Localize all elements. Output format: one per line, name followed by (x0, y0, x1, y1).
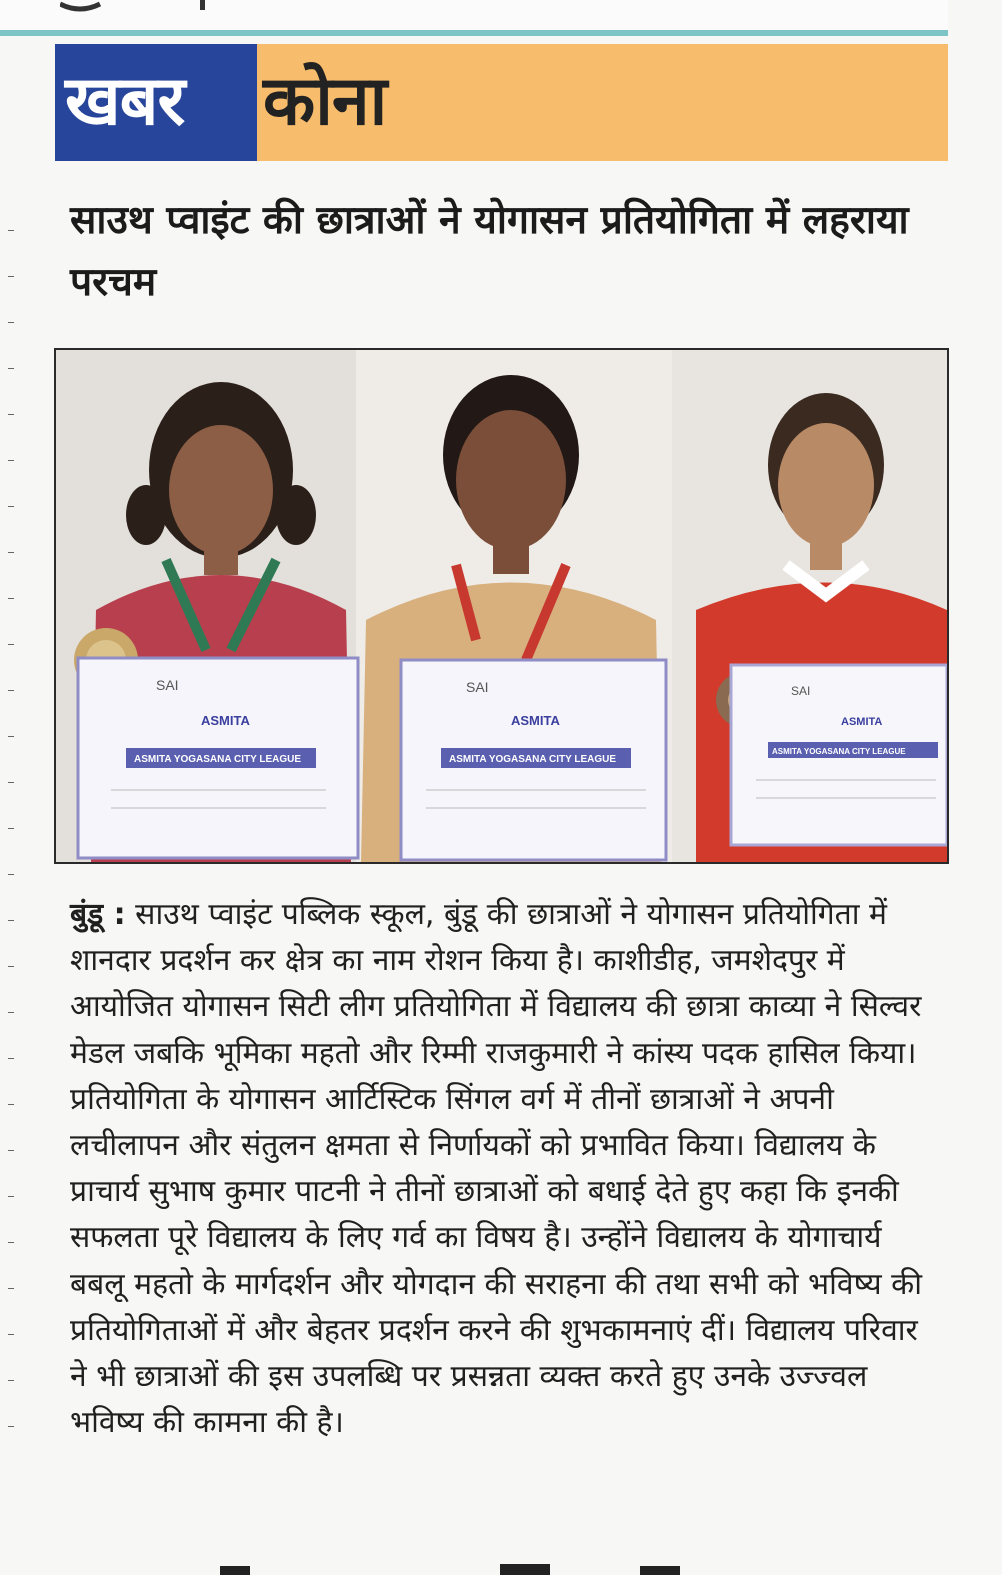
svg-text:ASMITA YOGASANA CITY LEAGUE: ASMITA YOGASANA CITY LEAGUE (449, 754, 617, 765)
article-photo (54, 348, 949, 864)
svg-text:ASMITA YOGASANA CITY LEAGUE: ASMITA YOGASANA CITY LEAGUE (134, 754, 302, 765)
previous-page-strip (0, 0, 948, 36)
article-body (70, 892, 940, 1446)
certificate-1 (78, 658, 358, 858)
svg-text:SAI: SAI (791, 684, 811, 698)
article-text: साउथ प्वाइंट पब्लिक स्कूल, बुंडू की छात्राओं ने योगासन प्रतियोगिता में शानदार प्रदर्शन कर क्षेत्र का नाम रोशन किया है। काशीडीह, जमशेदपुर में आयोजित योगासन सिटी लीग प्रतियोगिता में विद्यालय की छात्रा काव्या ने सिल्वर मेडल जबकि भूमिका महतो और रिम्मी राजकुमारी ने कांस्य पदक हासिल किया। प्रतियोगिता के योगासन आर्टिस्टिक सिंगल वर्ग में तीनों छात्राओं ने अपनी लचीलापन और संतुलन क्षमता से निर्णायकों को प्रभावित किया। विद्यालय के प्राचार्य सुभाष कुमार पाटनी ने तीनों छात्राओं को बधाई देते हुए कहा कि इनकी सफलता पूरे विद्यालय के लिए गर्व का विषय है। उन्होंने विद्यालय के योगाचार्य बबलू महतो के मार्गदर्शन और योगदान की सराहना की तथा सभी को भविष्य की प्रतियोगिताओं में और बेहतर प्रदर्शन करने की शुभकामनाएं दीं। विद्यालय परिवार ने भी छात्राओं की इस उपलब्धि पर प्रसन्नता व्यक्त करते हुए उनके उज्ज्वल भविष्य की कामना की है। (70, 897, 922, 1441)
banner-title-highlight: खबर (65, 62, 185, 141)
svg-text:ASMITA: ASMITA (201, 713, 250, 728)
svg-text:SAI: SAI (156, 677, 179, 693)
cropped-next-line (200, 1560, 720, 1575)
cropped-text-fragment (60, 0, 210, 12)
svg-text:SAI: SAI (466, 679, 489, 695)
article-headline: साउथ प्वाइंट की छात्राओं ने योगासन प्रतियोगिता में लहराया परचम (70, 198, 909, 305)
section-banner (55, 44, 948, 161)
svg-text:ASMITA: ASMITA (841, 716, 883, 728)
certificate-2 (401, 660, 666, 860)
svg-text:ASMITA: ASMITA (511, 713, 560, 728)
dateline: बुंडू : (70, 897, 126, 932)
column-rule (8, 230, 14, 1430)
svg-text:ASMITA YOGASANA CITY LEAGUE: ASMITA YOGASANA CITY LEAGUE (772, 747, 906, 756)
banner-title: कोना (263, 62, 387, 141)
certificate-3 (731, 665, 947, 845)
photo-illustration (56, 350, 947, 862)
